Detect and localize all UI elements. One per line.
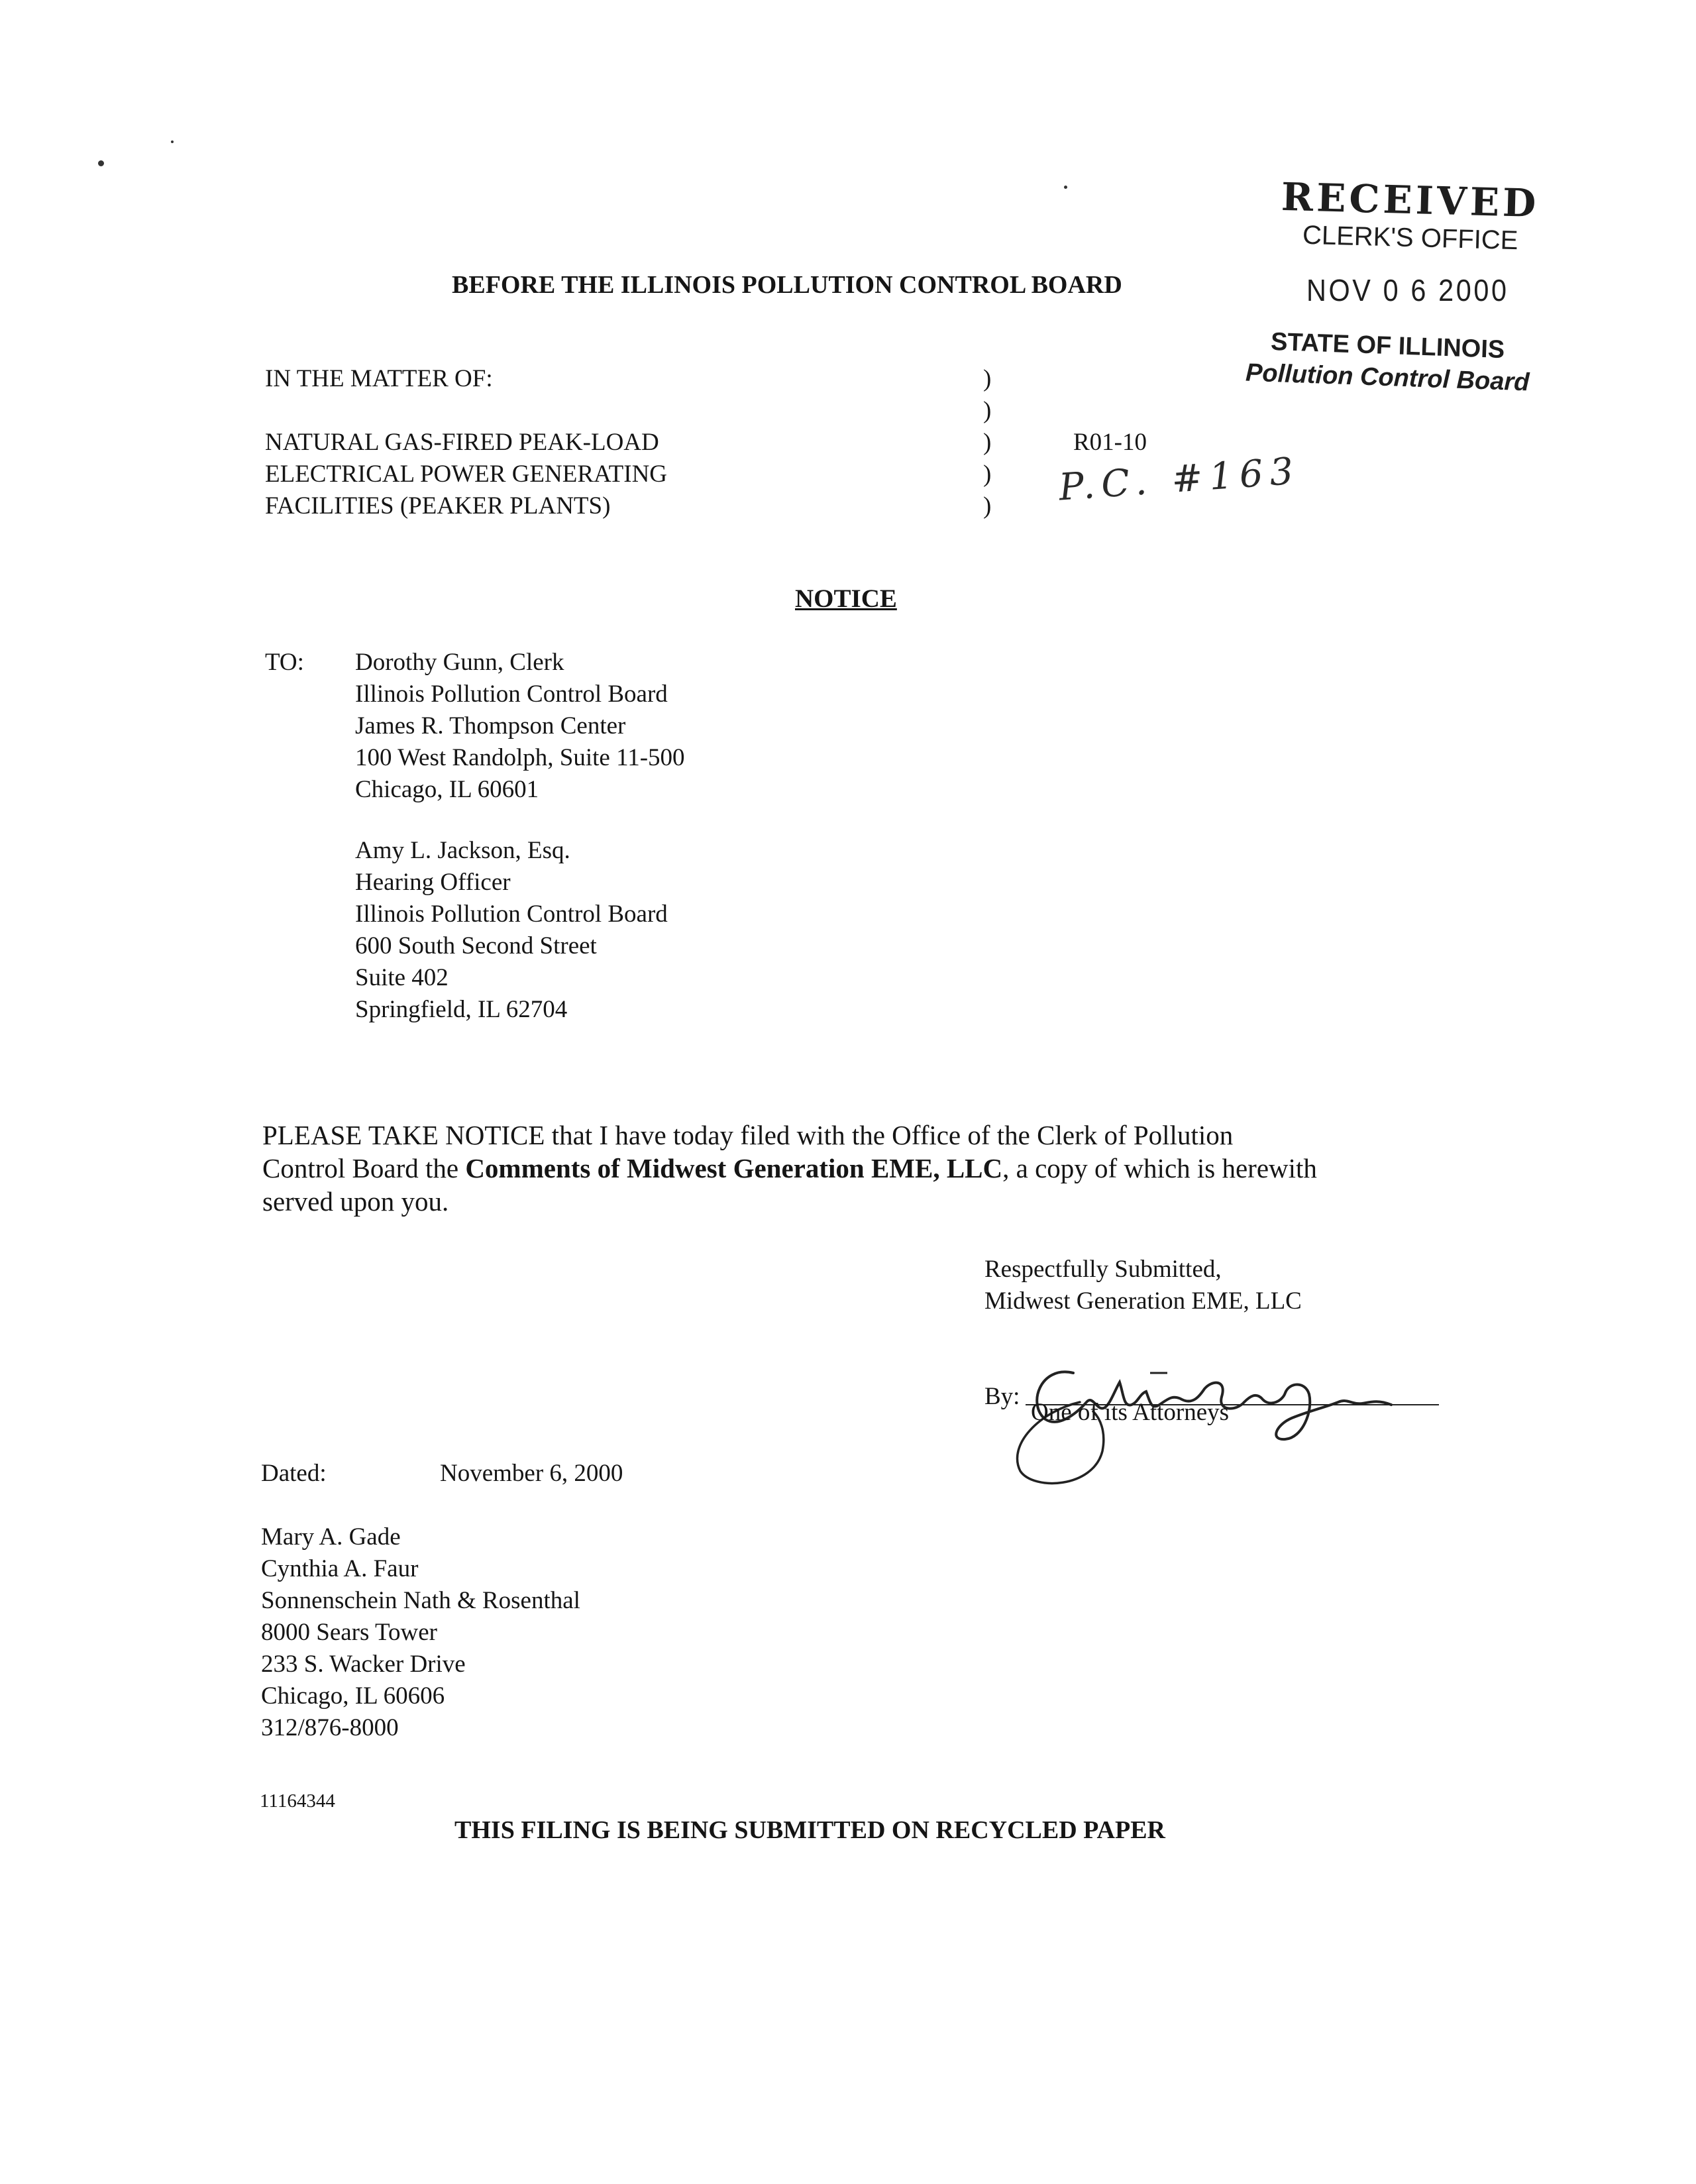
board-header: BEFORE THE ILLINOIS POLLUTION CONTROL BOARD: [452, 271, 1122, 299]
caption-parenthesis: ): [983, 365, 992, 392]
counsel-line: 233 S. Wacker Drive: [261, 1651, 466, 1678]
caption-line: NATURAL GAS-FIRED PEAK-LOAD: [265, 429, 659, 456]
scan-speck: [171, 140, 174, 143]
body-line: served upon you.: [262, 1186, 449, 1217]
counsel-line: Cynthia A. Faur: [261, 1555, 419, 1582]
matter-caption: [265, 427, 667, 522]
caption-parenthesis: ): [983, 461, 992, 488]
stamp-board: Pollution Control Board: [1245, 358, 1530, 397]
scan-speck: [98, 160, 104, 166]
stamp-received: RECEIVED: [1281, 174, 1540, 227]
body-line: [262, 1152, 1317, 1185]
address-line: Hearing Officer: [355, 869, 511, 896]
counsel-line: Chicago, IL 60606: [261, 1682, 445, 1710]
body-text: , a copy of which is herewith: [1002, 1153, 1317, 1183]
address-line: Illinois Pollution Control Board: [355, 901, 668, 928]
stamp-state: STATE OF ILLINOIS: [1270, 327, 1505, 364]
caption-parenthesis: ): [983, 492, 992, 519]
handwritten-pc-number: P.C. #163: [1057, 449, 1302, 510]
address-line: Springfield, IL 62704: [355, 996, 568, 1023]
matter-label: IN THE MATTER OF:: [265, 365, 493, 392]
dated-value: November 6, 2000: [440, 1460, 623, 1487]
address-line: James R. Thompson Center: [355, 712, 626, 739]
recipient-clerk: [355, 647, 685, 806]
closing-respectfully: Respectfully Submitted,: [984, 1256, 1222, 1283]
body-text: Control Board the: [262, 1153, 466, 1183]
stamp-clerks-office: CLERK'S OFFICE: [1302, 220, 1518, 256]
counsel-line: Sonnenschein Nath & Rosenthal: [261, 1587, 580, 1614]
notice-title: NOTICE: [795, 584, 897, 613]
to-label: TO:: [265, 649, 304, 676]
address-line: Dorothy Gunn, Clerk: [355, 649, 564, 676]
counsel-line: 312/876-8000: [261, 1714, 399, 1741]
counsel-line: Mary A. Gade: [261, 1523, 401, 1551]
address-line: Amy L. Jackson, Esq.: [355, 837, 570, 864]
address-line: 600 South Second Street: [355, 932, 597, 959]
address-line: Chicago, IL 60601: [355, 776, 539, 803]
docket-number: R01-10: [1073, 429, 1147, 456]
counsel-line: 8000 Sears Tower: [261, 1619, 437, 1646]
counsel-block: [261, 1521, 580, 1744]
address-line: 100 West Randolph, Suite 11-500: [355, 744, 685, 771]
by-label: By:: [984, 1383, 1020, 1410]
dated-label: Dated:: [261, 1460, 327, 1487]
caption-line: FACILITIES (PEAKER PLANTS): [265, 492, 611, 519]
address-line: Suite 402: [355, 964, 449, 991]
caption-parenthesis: ): [983, 429, 992, 456]
document-number: 11164344: [260, 1790, 335, 1812]
body-filing-title: Comments of Midwest Generation EME, LLC: [465, 1153, 1003, 1183]
address-line: Illinois Pollution Control Board: [355, 681, 668, 708]
stamp-date: NOV 0 6 2000: [1306, 273, 1509, 307]
notice-body: [262, 1119, 1317, 1218]
recipient-hearing-officer: [355, 835, 668, 1026]
recycled-paper-footer: THIS FILING IS BEING SUBMITTED ON RECYCLED PAPER: [454, 1816, 1165, 1844]
body-line: PLEASE TAKE NOTICE that I have today filed with the Office of the Clerk of Pollution: [262, 1120, 1234, 1150]
signature-role: One of its Attorneys: [1031, 1399, 1230, 1426]
caption-line: ELECTRICAL POWER GENERATING: [265, 461, 668, 488]
caption-parenthesis: ): [983, 397, 992, 424]
closing-company: Midwest Generation EME, LLC: [984, 1287, 1302, 1315]
scan-speck: [1064, 186, 1067, 189]
